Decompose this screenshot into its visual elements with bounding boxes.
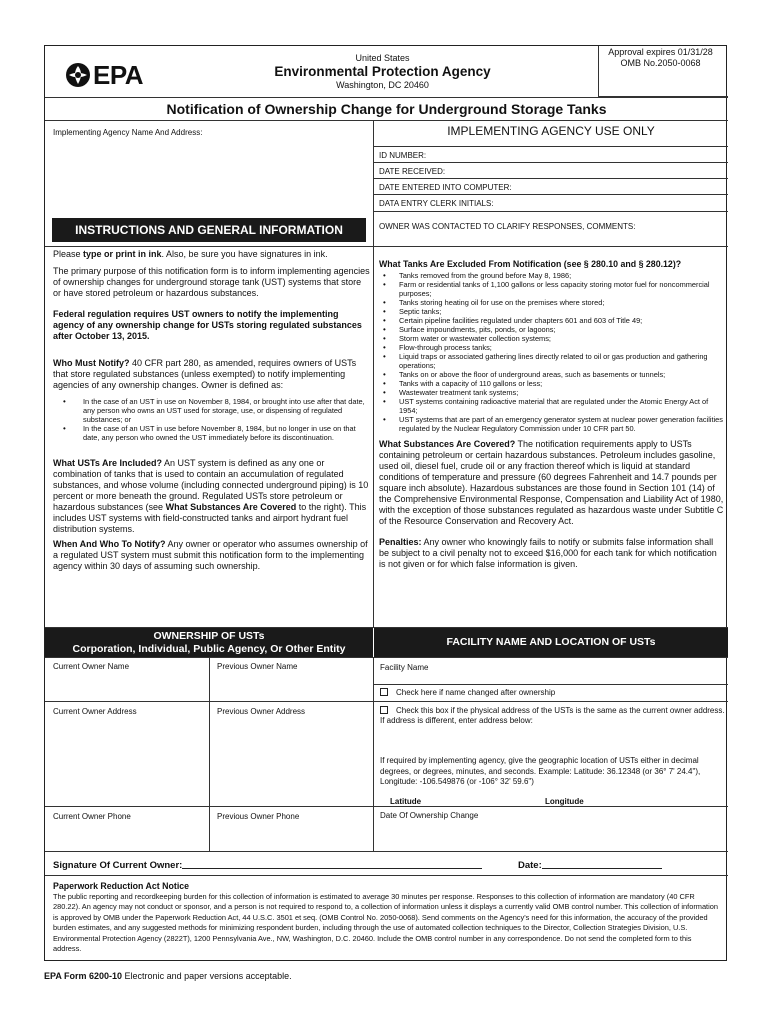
divider (373, 178, 728, 179)
list-item: • UST systems containing radioactive material that are regulated under the Atomic Energy Act of 1954; (379, 397, 724, 415)
ink-instruction (53, 249, 371, 260)
excluded-list (379, 271, 724, 433)
date-entered-field[interactable]: DATE ENTERED INTO COMPUTER: (379, 183, 512, 192)
divider (373, 194, 728, 195)
list-item: • Wastewater treatment tank systems; (379, 388, 724, 397)
divider (598, 46, 599, 96)
omb-number: OMB No.2050-0068 (620, 58, 701, 68)
substances-text: The notification requirements apply to USTs containing petroleum or certain hazardous substances. Petroleum includes gasoline, used oil, diesel fuel, crude oil or any fraction thereof which is liquid at standard conditions of temperature and pressure (60 degrees Fahrenheit and 14.7 pounds per square inch absolute). Hazardous substances are those found in Section 101 (14) of the Comprehensive Environmental Response, Compensation and Liability Act of 1980, with the exception of those substances regulated as hazardous waste under Subtitle C of the Resource Conservation and Recovery Act. (379, 439, 724, 526)
list-item: • Farm or residential tanks of 1,100 gallons or less capacity storing motor fuel for noncommercial purposes; (379, 280, 724, 298)
list-item: • Tanks on or above the floor of underground areas, such as basements or tunnels; (379, 370, 724, 379)
when-heading: When And Who To Notify? (53, 539, 166, 549)
latitude-field[interactable]: Latitude (390, 797, 422, 806)
longitude-field[interactable]: Longitude (545, 797, 584, 806)
list-item: • Surface impoundments, pits, ponds, or lagoons; (379, 325, 724, 334)
divider (45, 851, 728, 852)
divider (373, 294, 374, 628)
instructions-body (53, 249, 371, 572)
agency-block (225, 53, 540, 91)
geo-location-note: If required by implementing agency, give the geographic location of USTs either in decimal degrees, or degrees, minutes, and seconds. Example: Latitude: 36.12348 (or 36° 7' 24.4"), Longitude: -106.549876 (or -106° 32' 59.6") (380, 756, 701, 786)
country-text: United States (355, 53, 410, 63)
list-item: • Tanks removed from the ground before May 8, 1986; (379, 271, 724, 280)
footer-note: Electronic and paper versions acceptable. (122, 971, 292, 981)
notification-form (44, 45, 727, 961)
paperwork-notice (53, 881, 721, 954)
same-address-label: Check this box if the physical address of the USTs is the same as the current owner address. If address is different, enter address below: (380, 706, 725, 725)
ink-bold: type or print in ink (83, 249, 162, 259)
approval-expiry: Approval expires 01/31/28 (608, 47, 713, 57)
substances-covered (379, 439, 724, 527)
date-received-field[interactable]: DATE RECEIVED: (379, 167, 446, 176)
list-item: • Tanks with a capacity of 110 gallons or less; (379, 379, 724, 388)
divider (45, 657, 728, 658)
epa-logo-text: EPA (93, 60, 144, 90)
agency-city: Washington, DC 20460 (336, 80, 429, 90)
epa-flower-icon (65, 62, 91, 88)
when-who-notify (53, 539, 371, 572)
substances-heading: What Substances Are Covered? (379, 439, 516, 449)
divider (45, 701, 373, 702)
signature-field[interactable] (53, 860, 482, 872)
previous-owner-address-field[interactable]: Previous Owner Address (217, 707, 306, 716)
paperwork-heading: Paperwork Reduction Act Notice (53, 881, 190, 891)
divider (45, 97, 728, 98)
divider (209, 657, 210, 851)
ownership-title (45, 628, 373, 657)
current-owner-name-field[interactable]: Current Owner Name (53, 662, 130, 671)
divider (45, 246, 373, 247)
list-item: • Certain pipeline facilities regulated under chapters 601 and 603 of Title 49; (379, 316, 724, 325)
form-number: EPA Form 6200-10 (44, 971, 123, 981)
owner-definition-list (53, 397, 371, 442)
facility-name-field[interactable]: Facility Name (380, 663, 429, 672)
divider (373, 806, 728, 807)
what-text-1: An UST system is defined as any one or combination of tanks that is used to contain an accumulation of regulated substances, and whose volume (including connected underground piping) is 10 percent or more beneath the ground. Regulated USTs store petroleum or hazardous substances (see (53, 458, 369, 512)
form-footer (44, 970, 292, 982)
divider (373, 162, 728, 163)
signature-date-field[interactable] (518, 860, 662, 872)
name-changed-checkbox[interactable] (380, 688, 388, 696)
list-item: • In the case of an UST in use before November 8, 1984, but no longer in use on that date, any person who owned the UST immediately before its discontinuation. (59, 424, 371, 442)
same-address-option[interactable] (380, 706, 725, 726)
date-line[interactable] (542, 868, 662, 869)
epa-logo (65, 60, 155, 90)
purpose-paragraph: The primary purpose of this notification form is to inform implementing agencies of ownership changes for underground storage tank (UST) systems that store or have stored petroleum or hazardous substances. (53, 266, 370, 298)
paperwork-text: The public reporting and recordkeeping burden for this collection of information is estimated to average 30 minutes per response. Responses to this collection of information are mandatory (40 CFR 280.22). An agency may not conduct or sponsor, and a person is not required to respond to, a collection of information unless it displays a currently valid OMB control number. This collection of information is approved by OMB under the Paperwork Reduction Act, 44 U.S.C. 3501 et seq. (OMB Control No. 2050-0068). Send comments on the Agency's need for this information, the accuracy of the provided burden estimates, and any suggested methods for minimizing respondent burden, including through the use of automated collection techniques to the Director, Collection Strategies Division, U.S. Environmental Protection Agency (2822T), 1200 Pennsylvania Ave., NW, Washington, D.C. 20460. Include the OMB control number in any correspondence. Do not send the completed form to this address. (53, 892, 718, 954)
id-number-field[interactable]: ID NUMBER: (379, 151, 427, 160)
list-item: • Tanks storing heating oil for use on the premises where stored; (379, 298, 724, 307)
implementing-agency-label: Implementing Agency Name And Address: (53, 128, 203, 137)
divider (45, 806, 373, 807)
what-text-2: to the right). This includes UST systems with field-constructed tanks and airport hydrant fuel distribution systems. (53, 502, 367, 534)
signature-line[interactable] (182, 868, 482, 869)
list-item: • Septic tanks; (379, 307, 724, 316)
ownership-title-line1: OWNERSHIP OF USTs (153, 630, 265, 642)
ink-post: . Also, be sure you have signatures in ink. (161, 249, 328, 259)
ink-pre: Please (53, 249, 84, 259)
divider (373, 246, 728, 247)
what-heading: What USTs Are Included? (53, 458, 163, 468)
list-item: • UST systems that are part of an emergency generator system at nuclear power generation facilities regulated by the Nuclear Regulatory Commission under 10 CFR part 50. (379, 415, 724, 433)
excluded-section (379, 259, 724, 570)
same-address-checkbox[interactable] (380, 706, 388, 714)
excluded-heading: What Tanks Are Excluded From Notification (see § 280.10 and § 280.12)? (379, 259, 682, 269)
when-text: Any owner or operator who assumes ownership of a regulated UST system must submit this notification form to the implementing agency within 30 days of assuming such ownership. (53, 539, 368, 571)
penalties-heading: Penalties: (379, 537, 422, 547)
divider (373, 657, 374, 851)
approval-block (593, 47, 728, 69)
previous-owner-name-field[interactable]: Previous Owner Name (217, 662, 298, 671)
list-item: • Liquid traps or associated gathering lines directly related to oil or gas production and gathering operations; (379, 352, 724, 370)
what-usts-included (53, 458, 371, 535)
what-text-bold: What Substances Are Covered (165, 502, 297, 512)
facility-title: FACILITY NAME AND LOCATION OF USTs (374, 628, 728, 657)
clerk-initials-field[interactable]: DATA ENTRY CLERK INITIALS: (379, 199, 494, 208)
date-of-change-field[interactable]: Date Of Ownership Change (380, 811, 479, 820)
previous-owner-phone-field[interactable]: Previous Owner Phone (217, 812, 300, 821)
who-text: 40 CFR part 280, as amended, requires owners of USTs that store regulated substances (unless exempted) to notify implementing agencies of any ownership changes. Owner is defined as: (53, 358, 357, 390)
who-must-notify (53, 358, 371, 391)
agency-name: Environmental Protection Agency (274, 64, 491, 79)
instructions-title: INSTRUCTIONS AND GENERAL INFORMATION (52, 218, 366, 242)
use-only-title: IMPLEMENTING AGENCY USE ONLY (447, 124, 655, 138)
divider (45, 120, 728, 121)
owner-contacted-field[interactable]: OWNER WAS CONTACTED TO CLARIFY RESPONSES, COMMENTS: (379, 222, 636, 231)
divider (373, 701, 728, 702)
ownership-title-line2: Corporation, Individual, Public Agency, Or Other Entity (72, 643, 346, 655)
list-item: • Flow-through process tanks; (379, 343, 724, 352)
form-title: Notification of Ownership Change for Underground Storage Tanks (166, 101, 607, 117)
signature-date-label: Date: (518, 860, 542, 871)
federal-regulation: Federal regulation requires UST owners to notify the implementing agency of any ownership change for USTs storing regulated substances after October 13, 2015. (53, 309, 362, 341)
penalties-text: Any owner who knowingly fails to notify or submits false information shall be subject to a civil penalty not to exceed $16,000 for each tank for which notification is not given or for which false information is given. (379, 537, 717, 569)
divider (373, 211, 728, 212)
penalties (379, 537, 724, 570)
name-changed-label: Check here if name changed after ownership (396, 688, 556, 697)
current-owner-address-field[interactable]: Current Owner Address (53, 707, 137, 716)
current-owner-phone-field[interactable]: Current Owner Phone (53, 812, 131, 821)
name-changed-option[interactable] (380, 688, 555, 698)
divider (373, 146, 728, 147)
who-heading: Who Must Notify? (53, 358, 130, 368)
divider (45, 875, 728, 876)
list-item: • Storm water or wastewater collection systems; (379, 334, 724, 343)
divider (373, 684, 728, 685)
signature-label: Signature Of Current Owner: (53, 860, 183, 871)
list-item: • In the case of an UST in use on November 8, 1984, or brought into use after that date, any person who owns an UST used for storage, use, or dispensing of regulated substances; or (59, 397, 371, 424)
